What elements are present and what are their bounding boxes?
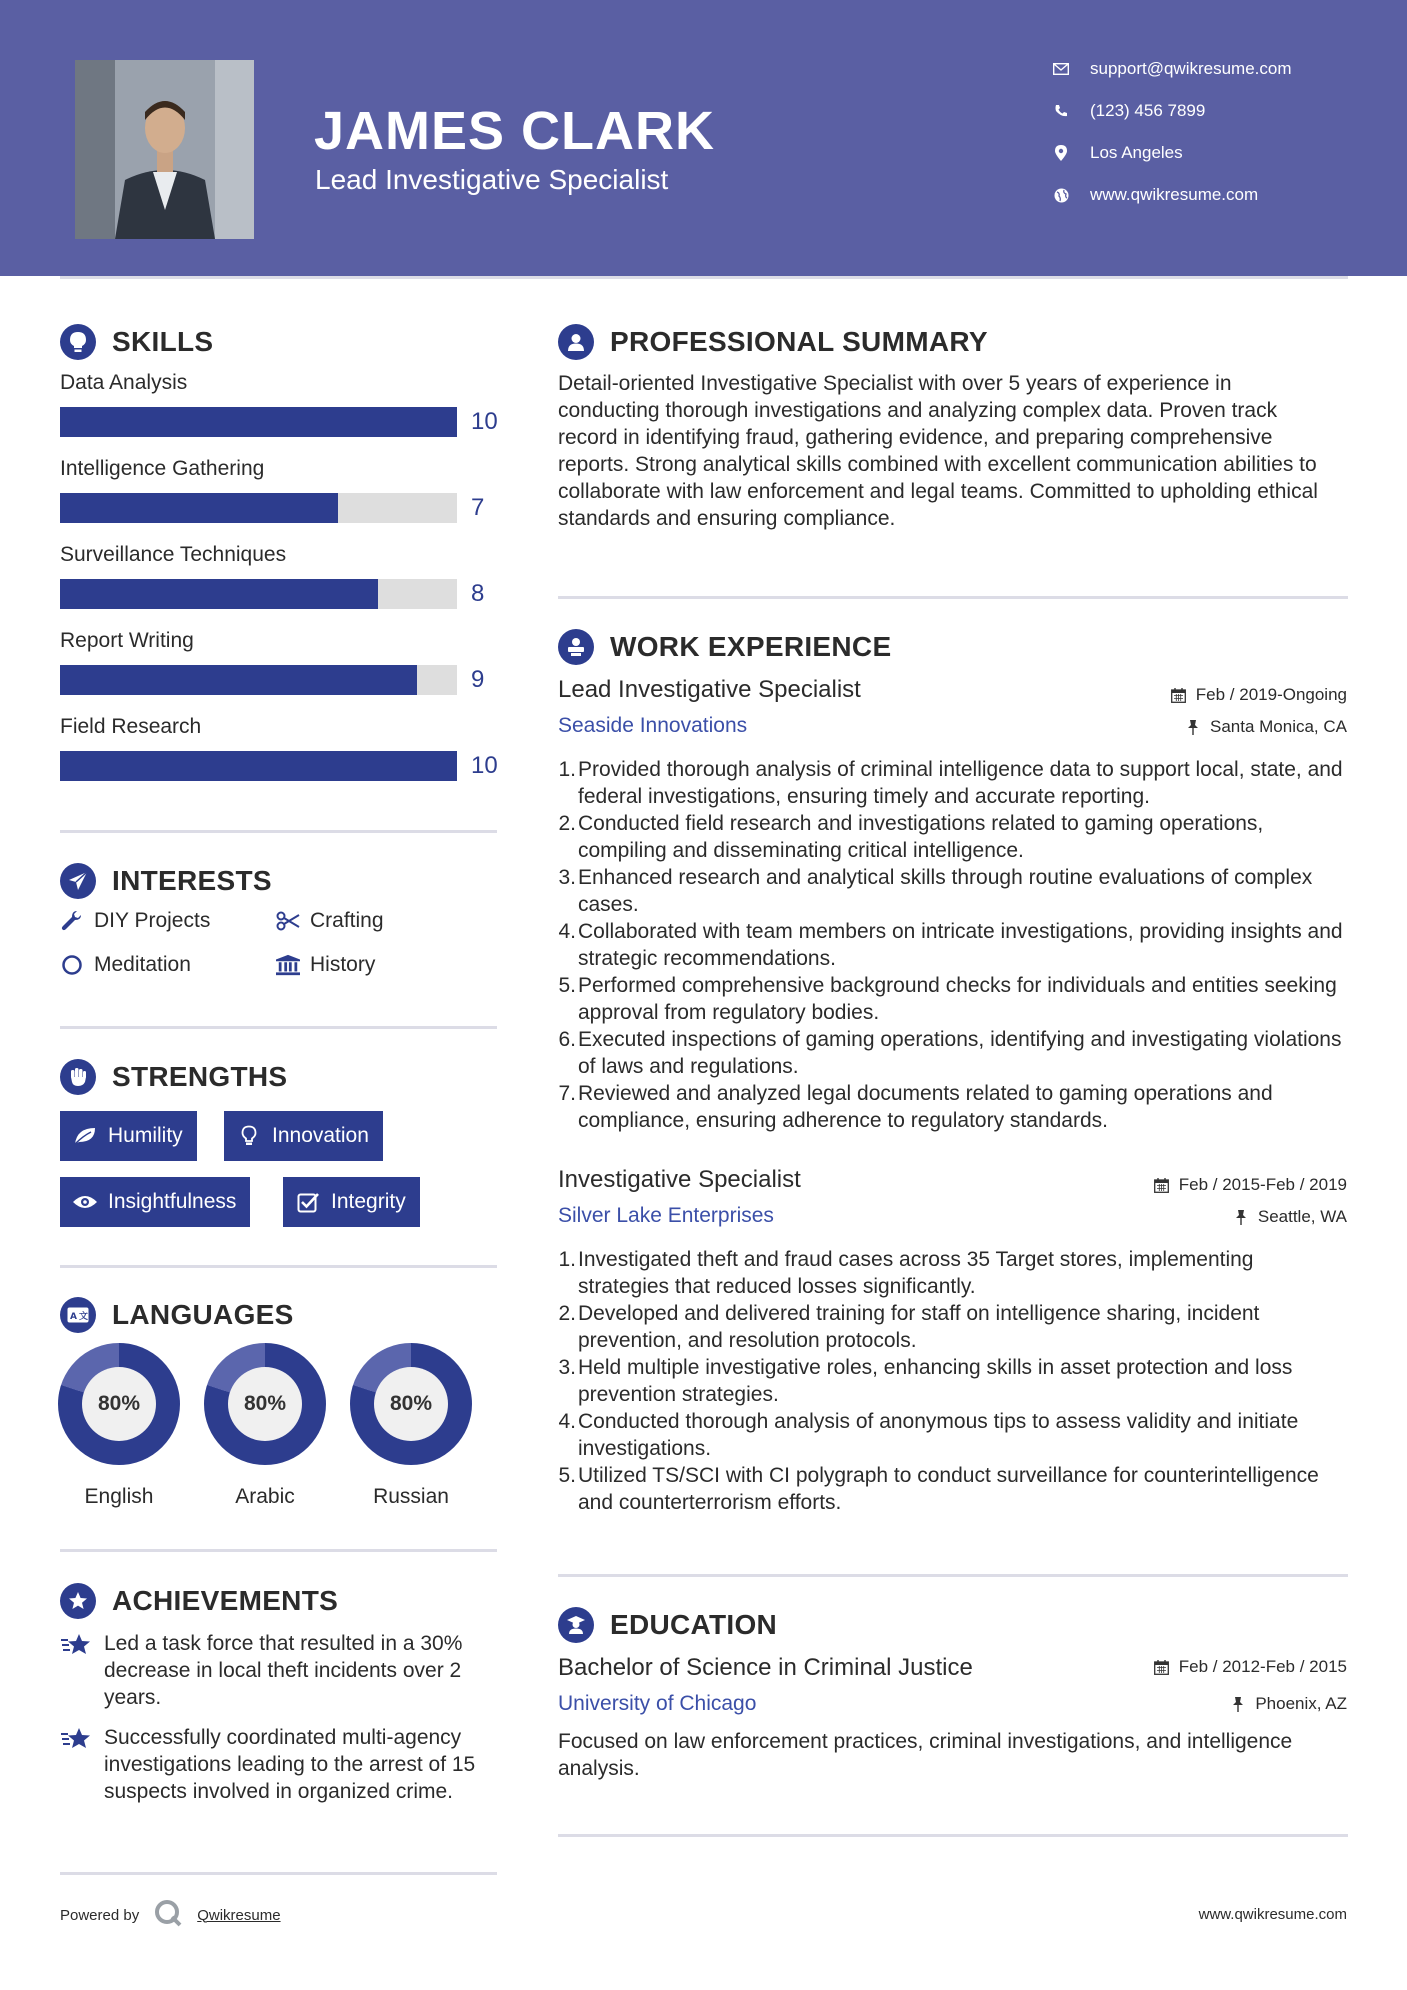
globe-icon xyxy=(1050,184,1072,206)
check-square-icon xyxy=(295,1189,321,1215)
education-degree: Bachelor of Science in Criminal Justice xyxy=(558,1654,973,1681)
skill-bar-track xyxy=(60,493,457,523)
envelope-icon xyxy=(1050,58,1072,80)
responsibility-text: Collaborated with team members on intricate investigations, providing insights and strategic recommendations. xyxy=(578,920,1343,970)
responsibility-text: Conducted thorough analysis of anonymous tips to assess validity and initiate investigations. xyxy=(578,1410,1299,1460)
responsibility-item xyxy=(558,918,1348,972)
skill-value: 10 xyxy=(471,752,498,779)
strengths-divider xyxy=(60,1265,497,1268)
responsibility-text: Utilized TS/SCI with CI polygraph to conduct surveillance for counterintelligence and counterterrorism efforts. xyxy=(578,1464,1319,1514)
language-item-russian xyxy=(350,1343,472,1509)
responsibility-number: 1. xyxy=(558,1248,576,1271)
responsibility-text: Executed inspections of gaming operations, identifying and investigating violations of laws and regulations. xyxy=(578,1028,1342,1078)
skills-divider xyxy=(60,830,497,833)
calendar-icon xyxy=(1153,1658,1171,1676)
candidate-name: JAMES CLARK xyxy=(314,101,716,161)
education-dates: Feb / 2012-Feb / 2015 xyxy=(1153,1657,1347,1677)
skill-bar-fill xyxy=(60,579,378,609)
responsibility-item xyxy=(558,1462,1348,1516)
responsibility-item xyxy=(558,1026,1348,1080)
achievements-heading: ACHIEVEMENTS xyxy=(60,1583,338,1619)
job-title: Investigative Specialist xyxy=(558,1166,801,1193)
achievement-item xyxy=(60,1630,500,1711)
responsibility-item xyxy=(558,1246,1348,1300)
calendar-icon xyxy=(1153,1176,1171,1194)
achievements-divider xyxy=(60,1872,497,1875)
briefcase-user-icon xyxy=(558,629,594,665)
graduate-icon xyxy=(558,1607,594,1643)
pushpin-icon xyxy=(1232,1208,1250,1226)
responsibility-text: Enhanced research and analytical skills through routine evaluations of complex cases. xyxy=(578,866,1313,916)
language-name: English xyxy=(84,1485,154,1508)
skill-label: Intelligence Gathering xyxy=(60,457,265,480)
responsibility-item xyxy=(558,1354,1348,1408)
skill-value: 8 xyxy=(471,580,485,607)
responsibility-number: 4. xyxy=(558,920,576,943)
responsibility-item xyxy=(558,972,1348,1026)
candidate-title: Lead Investigative Specialist xyxy=(315,164,669,195)
summary-heading: PROFESSIONAL SUMMARY xyxy=(558,324,988,360)
responsibility-item xyxy=(558,1408,1348,1462)
summary-text: Detail-oriented Investigative Specialist with over 5 years of experience in conducting thorough investigations and analyzing complex data. Proven track record in identifying fraud, gathering evidence, and preparing comprehensive reports. Strong analytical skills combined with excellent communication abilities to collaborate with law enforcement and legal teams. Committed to upholding ethical standards and ensuring compliance. xyxy=(558,372,1318,530)
calendar-icon xyxy=(1170,686,1188,704)
skill-bar-track xyxy=(60,407,457,437)
language-item-english xyxy=(58,1343,180,1509)
responsibility-text: Provided thorough analysis of criminal intelligence data to support local, state, and federal investigations, ensuring timely and accurate reporting. xyxy=(578,758,1343,808)
skill-bar-fill xyxy=(60,665,417,695)
interest-item-diy-projects: DIY Projects xyxy=(60,909,210,933)
responsibility-text: Conducted field research and investigations related to gaming operations, compiling and disseminating critical intelligence. xyxy=(578,812,1264,862)
interest-item-crafting: Crafting xyxy=(276,909,384,933)
job-location: Santa Monica, CA xyxy=(1184,717,1347,737)
header-divider xyxy=(60,276,1348,279)
responsibility-item xyxy=(558,1080,1348,1134)
star-icon xyxy=(60,1632,94,1711)
education-divider xyxy=(558,1834,1348,1837)
footer-powered-by: Powered by Qwikresume xyxy=(60,1898,281,1932)
responsibility-item xyxy=(558,810,1348,864)
contact-phone-text: (123) 456 7899 xyxy=(1090,101,1206,120)
museum-icon xyxy=(276,953,300,977)
responsibility-number: 2. xyxy=(558,1302,576,1325)
education-heading: EDUCATION xyxy=(558,1607,777,1643)
svg-text:文: 文 xyxy=(79,1312,89,1322)
star-icon xyxy=(60,1726,94,1805)
skill-label: Surveillance Techniques xyxy=(60,543,287,566)
achievement-item xyxy=(60,1724,500,1805)
contact-location xyxy=(1050,142,1183,164)
skill-label: Field Research xyxy=(60,715,202,738)
experience-heading: WORK EXPERIENCE xyxy=(558,629,891,665)
language-progress-ring xyxy=(350,1343,472,1465)
interests-heading: INTERESTS xyxy=(60,863,272,899)
skill-label: Data Analysis xyxy=(60,371,188,394)
contact-phone[interactable] xyxy=(1050,100,1205,122)
resume-header xyxy=(0,0,1407,276)
education-school: University of Chicago xyxy=(558,1692,757,1715)
skill-bar-track xyxy=(60,579,457,609)
education-description: Focused on law enforcement practices, criminal investigations, and intelligence analysis. xyxy=(558,1730,1293,1780)
language-name: Arabic xyxy=(235,1485,295,1508)
qwikresume-logo-icon xyxy=(153,1898,183,1932)
job-company: Seaside Innovations xyxy=(558,714,748,737)
skill-bar-fill xyxy=(60,751,457,781)
responsibility-number: 5. xyxy=(558,974,576,997)
skill-bar-fill xyxy=(60,407,457,437)
interest-item-history: History xyxy=(276,953,375,977)
skill-value: 10 xyxy=(471,408,498,435)
pushpin-icon xyxy=(1184,718,1202,736)
interests-divider xyxy=(60,1026,497,1029)
responsibility-text: Held multiple investigative roles, enhancing skills in asset protection and loss prevention strategies. xyxy=(578,1356,1293,1406)
language-icon xyxy=(60,1297,96,1333)
strength-tag-insightfulness: Insightfulness xyxy=(60,1177,250,1227)
profile-photo xyxy=(75,60,254,239)
paper-plane-icon xyxy=(60,863,96,899)
skill-bar-track xyxy=(60,751,457,781)
job-company: Silver Lake Enterprises xyxy=(558,1204,774,1227)
responsibility-text: Performed comprehensive background checks for individuals and entities seeking approval from regulatory bodies. xyxy=(578,974,1337,1024)
responsibility-number: 3. xyxy=(558,1356,576,1379)
responsibility-number: 7. xyxy=(558,1082,576,1105)
summary-divider xyxy=(558,596,1348,599)
responsibility-number: 5. xyxy=(558,1464,576,1487)
circle-icon xyxy=(60,953,84,977)
languages-divider xyxy=(60,1549,497,1552)
strength-tag-humility: Humility xyxy=(60,1111,197,1161)
language-percent: 80% xyxy=(228,1367,302,1441)
responsibility-number: 3. xyxy=(558,866,576,889)
skill-bar-fill xyxy=(60,493,338,523)
achievement-text: Successfully coordinated multi-agency investigations leading to the arrest of 15 suspects involved in organized crime. xyxy=(104,1726,476,1803)
responsibility-text: Reviewed and analyzed legal documents related to gaming operations and compliance, ensuring adherence to regulatory standards. xyxy=(578,1082,1273,1132)
language-item-arabic xyxy=(204,1343,326,1509)
star-badge-icon xyxy=(60,1583,96,1619)
contact-website-text: www.qwikresume.com xyxy=(1090,185,1259,204)
contact-website[interactable] xyxy=(1050,184,1258,206)
phone-icon xyxy=(1050,100,1072,122)
fist-icon xyxy=(60,1059,96,1095)
job-responsibilities xyxy=(558,756,1348,1134)
languages-heading: A 文 LANGUAGES xyxy=(60,1297,294,1333)
eye-icon xyxy=(72,1189,98,1215)
footer-brand-link[interactable]: Qwikresume xyxy=(197,1906,281,1924)
leaf-icon xyxy=(72,1123,98,1149)
svg-text:A: A xyxy=(70,1312,78,1322)
pushpin-icon xyxy=(1229,1695,1247,1713)
responsibility-number: 1. xyxy=(558,758,576,781)
education-location: Phoenix, AZ xyxy=(1229,1694,1347,1714)
user-icon xyxy=(558,324,594,360)
experience-divider xyxy=(558,1574,1348,1577)
skill-bar-track xyxy=(60,665,457,695)
strength-tag-integrity: Integrity xyxy=(283,1177,420,1227)
job-location: Seattle, WA xyxy=(1232,1207,1347,1227)
achievement-text: Led a task force that resulted in a 30% decrease in local theft incidents over 2 years. xyxy=(104,1632,463,1709)
skills-heading: SKILLS xyxy=(60,324,213,360)
responsibility-item xyxy=(558,864,1348,918)
contact-location-text: Los Angeles xyxy=(1090,143,1183,162)
wrench-icon xyxy=(60,909,84,933)
strength-tag-innovation: Innovation xyxy=(224,1111,383,1161)
skill-value: 7 xyxy=(471,494,485,521)
skill-label: Report Writing xyxy=(60,629,194,652)
job-dates: Feb / 2015-Feb / 2019 xyxy=(1153,1175,1347,1195)
responsibility-text: Developed and delivered training for staff on intelligence sharing, incident prevention, and resolution protocols. xyxy=(578,1302,1260,1352)
responsibility-item xyxy=(558,756,1348,810)
responsibility-number: 2. xyxy=(558,812,576,835)
language-progress-ring xyxy=(204,1343,326,1465)
lightbulb-icon xyxy=(236,1123,262,1149)
contact-email[interactable] xyxy=(1050,58,1292,80)
job-title: Lead Investigative Specialist xyxy=(558,676,861,703)
interest-item-meditation: Meditation xyxy=(60,953,191,977)
scissors-icon xyxy=(276,909,300,933)
responsibility-number: 4. xyxy=(558,1410,576,1433)
strengths-heading: STRENGTHS xyxy=(60,1059,287,1095)
language-name: Russian xyxy=(373,1485,449,1508)
job-dates: Feb / 2019-Ongoing xyxy=(1170,685,1347,705)
map-pin-icon xyxy=(1050,142,1072,164)
footer-website-link[interactable]: www.qwikresume.com xyxy=(1198,1906,1347,1923)
responsibility-text: Investigated theft and fraud cases across 35 Target stores, implementing strategies that reduced losses significantly. xyxy=(578,1248,1254,1298)
responsibility-item xyxy=(558,1300,1348,1354)
language-progress-ring xyxy=(58,1343,180,1465)
contact-email-text: support@qwikresume.com xyxy=(1090,59,1292,78)
job-responsibilities xyxy=(558,1246,1348,1516)
language-percent: 80% xyxy=(374,1367,448,1441)
responsibility-number: 6. xyxy=(558,1028,576,1051)
lightbulb-icon xyxy=(60,324,96,360)
skill-value: 9 xyxy=(471,666,485,693)
language-percent: 80% xyxy=(82,1367,156,1441)
